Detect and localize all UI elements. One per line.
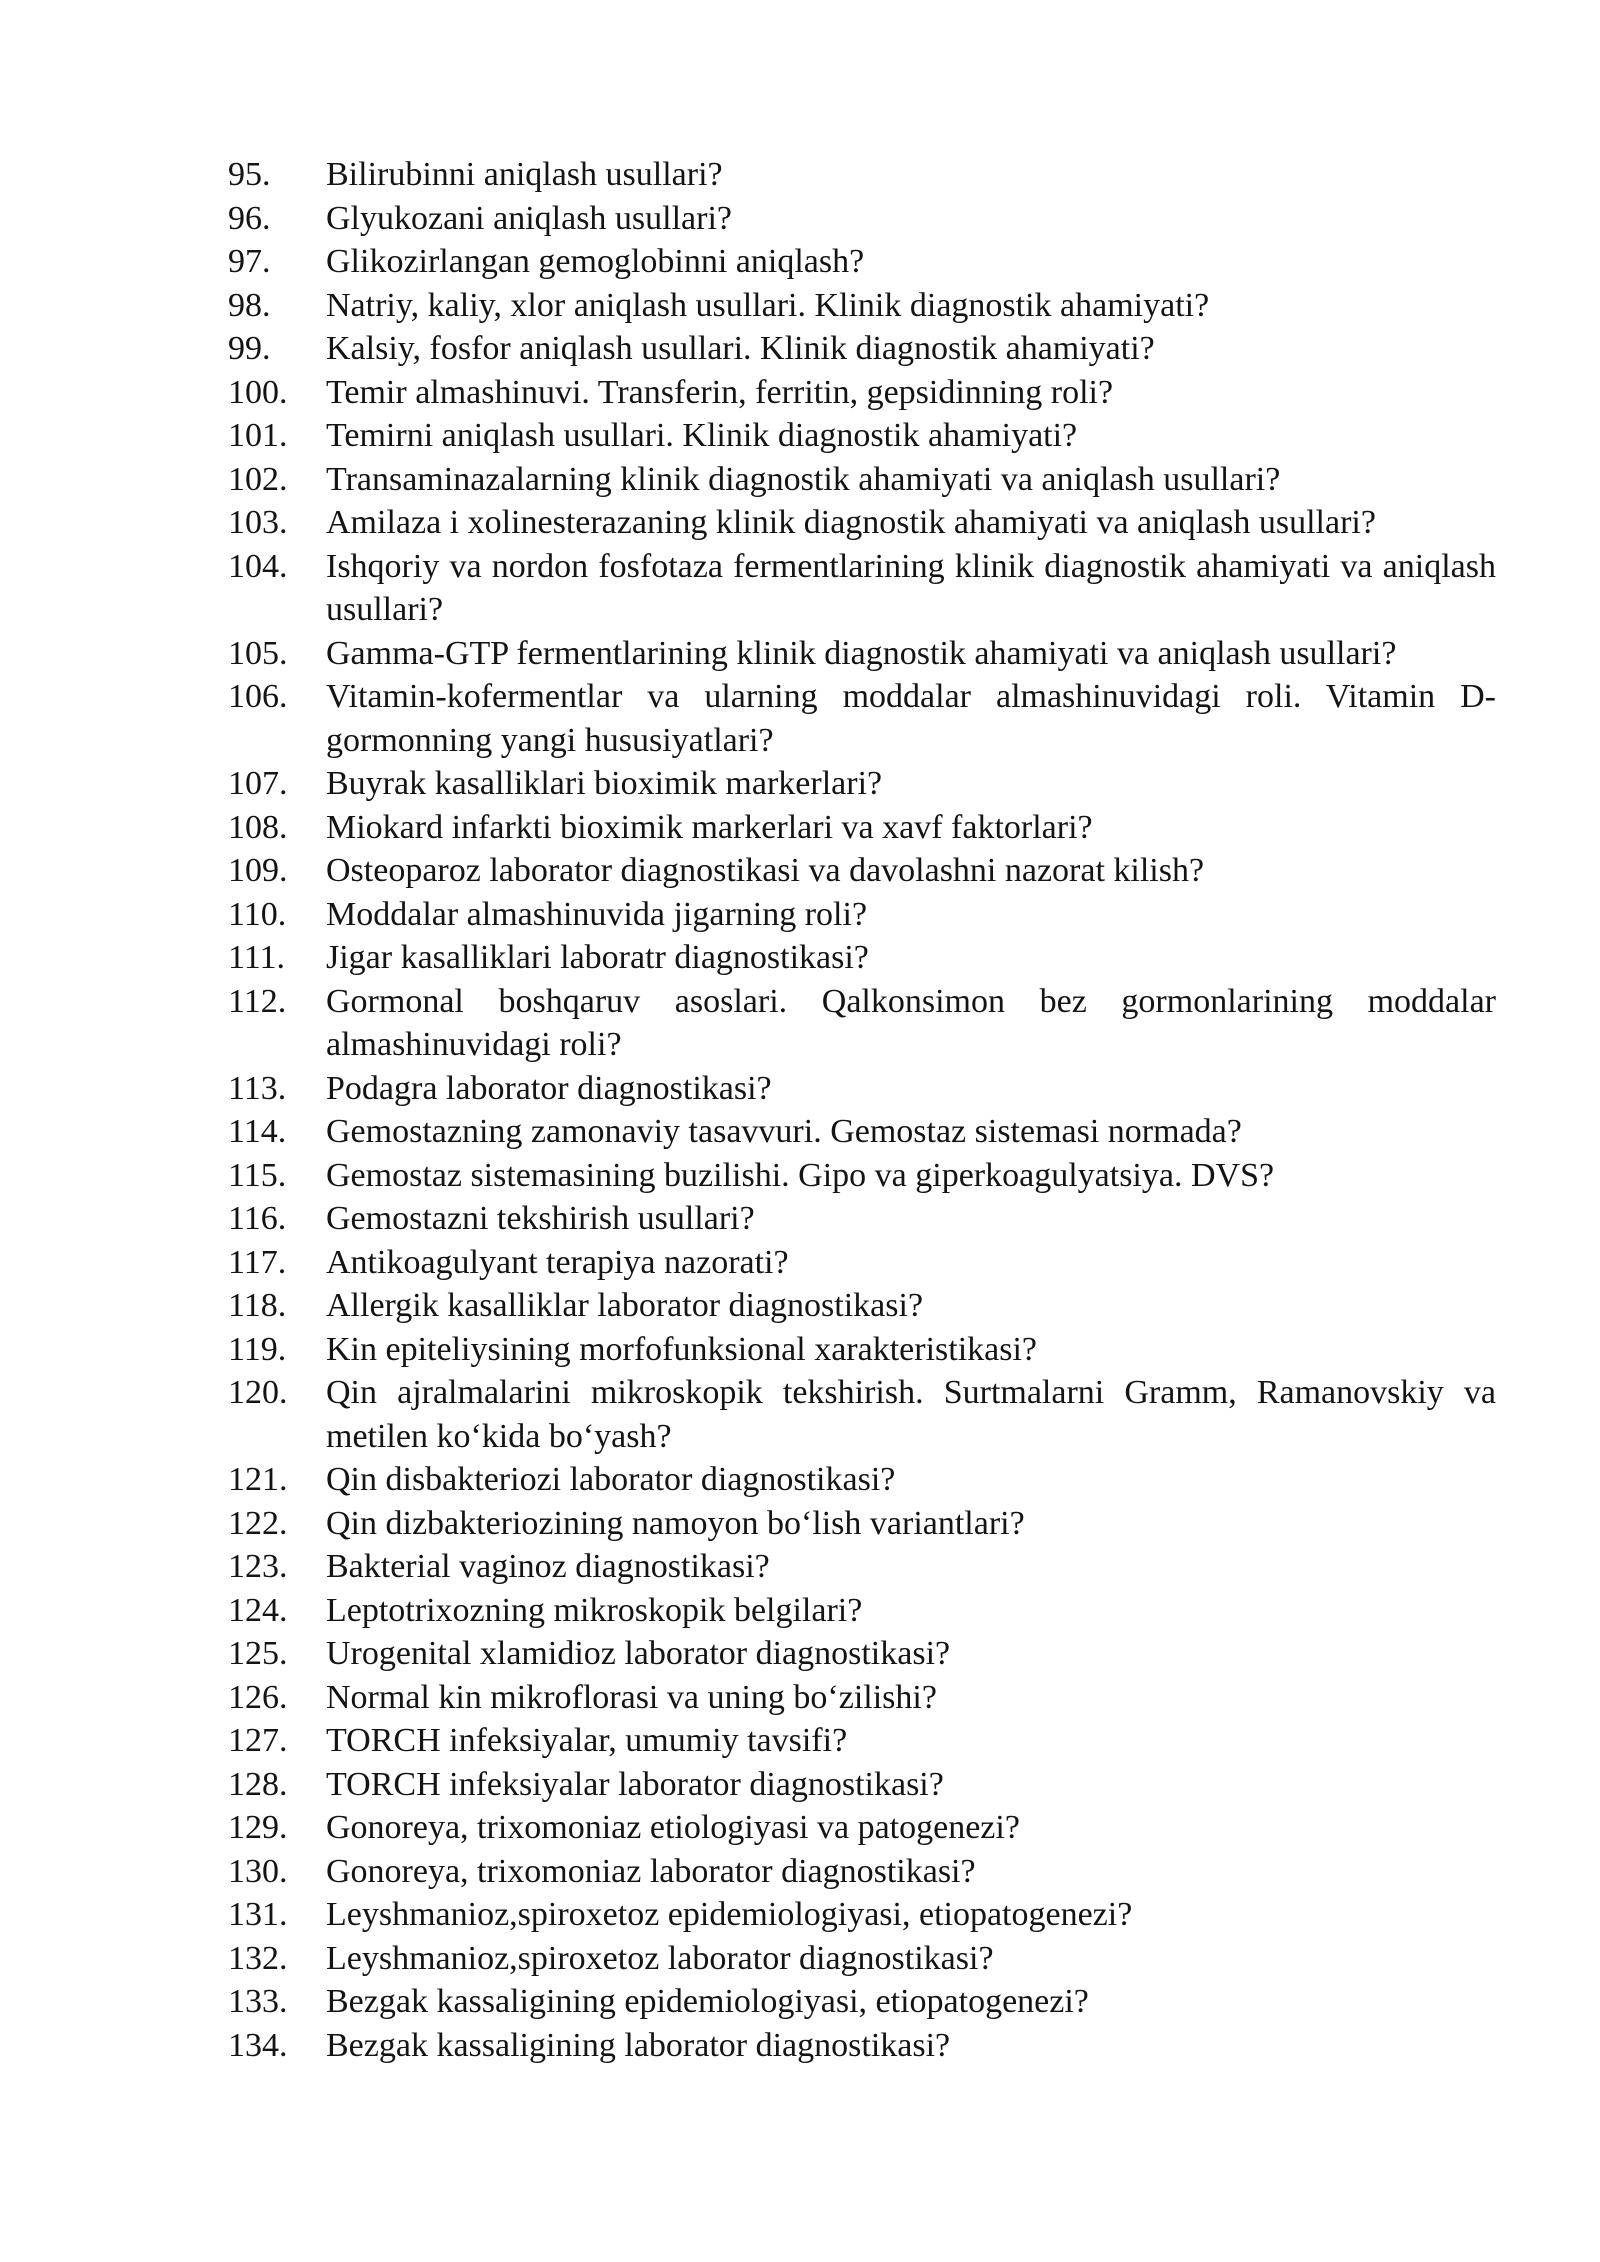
question-text: Amilaza i xolinesterazaning klinik diagnostik ahamiyati va aniqlash usullari?	[326, 504, 1376, 541]
question-number: 120.	[228, 1374, 288, 1411]
question-text: Temirni aniqlash usullari. Klinik diagnostik ahamiyati?	[326, 417, 1078, 454]
question-text: Gonoreya, trixomoniaz laborator diagnostikasi?	[326, 1852, 976, 1890]
question-text: Gonoreya, trixomoniaz etiologiyasi va patogenezi?	[326, 1809, 1020, 1846]
question-number: 124.	[228, 1591, 288, 1629]
question-text: Qin ajralmalarini mikroskopik tekshirish. Surtmalarni Gramm, Ramanovskiy va metilen ko‘kida bo‘yash?	[326, 1374, 1496, 1455]
question-item	[228, 980, 1496, 1067]
question-item	[228, 1545, 1496, 1589]
question-item	[228, 893, 1496, 937]
question-list	[228, 153, 1496, 2067]
question-item	[228, 1197, 1496, 1241]
question-number: 122.	[228, 1504, 288, 1542]
question-item	[228, 1110, 1496, 1154]
question-text: Bilirubinni aniqlash usullari?	[326, 156, 723, 193]
question-number: 117.	[228, 1243, 287, 1281]
question-number: 99.	[228, 330, 271, 367]
question-item	[228, 2024, 1496, 2068]
question-number: 133.	[228, 1983, 288, 2020]
question-text: Kin epiteliysining morfofunksional xarakteristikasi?	[326, 1330, 1038, 1368]
question-item	[228, 1458, 1496, 1502]
question-number: 132.	[228, 1939, 288, 1977]
question-number: 119.	[228, 1330, 287, 1368]
question-text: Jigar kasalliklari laboratr diagnostikasi?	[326, 939, 869, 976]
question-number: 97.	[228, 243, 271, 280]
question-text: Podagra laborator diagnostikasi?	[326, 1069, 772, 1107]
question-text: Bezgak kassaligining epidemiologiyasi, etiopatogenezi?	[326, 1983, 1089, 2020]
question-number: 112.	[228, 982, 287, 1020]
question-number: 107.	[228, 765, 288, 802]
question-text: Bakterial vaginoz diagnostikasi?	[326, 1548, 770, 1585]
question-number: 115.	[228, 1156, 287, 1194]
question-number: 134.	[228, 2026, 288, 2064]
question-text: Allergik kasalliklar laborator diagnostikasi?	[326, 1287, 924, 1324]
question-item	[228, 1284, 1496, 1328]
question-number: 131.	[228, 1896, 288, 1933]
question-text: Moddalar almashinuvida jigarning roli?	[326, 895, 868, 933]
question-number: 106.	[228, 678, 288, 715]
question-text: Qin dizbakteriozining namoyon bo‘lish variantlari?	[326, 1504, 1025, 1542]
question-text: Miokard infarkti bioximik markerlari va xavf faktorlari?	[326, 808, 1093, 846]
question-text: Gemostazni tekshirish usullari?	[326, 1200, 755, 1237]
question-number: 96.	[228, 199, 271, 237]
question-number: 111.	[228, 939, 285, 976]
question-item	[228, 762, 1496, 806]
question-number: 103.	[228, 504, 288, 541]
question-number: 121.	[228, 1461, 288, 1498]
question-item	[228, 849, 1496, 893]
question-text: Glikozirlangan gemoglobinni aniqlash?	[326, 243, 865, 280]
question-item	[228, 936, 1496, 980]
question-text: Temir almashinuvi. Transferin, ferritin, gepsidinning roli?	[326, 373, 1114, 411]
question-number: 105.	[228, 634, 288, 672]
question-text: Gormonal boshqaruv asoslari. Qalkonsimon bez gormonlarining moddalar almashinuvidagi roli?	[326, 982, 1496, 1063]
question-item	[228, 1154, 1496, 1198]
question-number: 104.	[228, 547, 288, 585]
question-text: Leyshmanioz,spiroxetoz laborator diagnostikasi?	[326, 1939, 994, 1977]
question-item	[228, 197, 1496, 241]
question-text: TORCH infeksiyalar, umumiy tavsifi?	[326, 1722, 848, 1759]
question-text: Normal kin mikroflorasi va uning bo‘zilishi?	[326, 1678, 937, 1716]
question-item	[228, 414, 1496, 458]
question-number: 128.	[228, 1765, 288, 1803]
question-text: Ishqoriy va nordon fosfotaza fermentlarining klinik diagnostik ahamiyati va aniqlash usullari?	[326, 547, 1496, 628]
question-text: Qin disbakteriozi laborator diagnostikasi?	[326, 1461, 896, 1498]
question-number: 126.	[228, 1678, 288, 1716]
question-text: TORCH infeksiyalar laborator diagnostikasi?	[326, 1765, 944, 1803]
question-item	[228, 371, 1496, 415]
question-item	[228, 1371, 1496, 1458]
question-text: Osteoparoz laborator diagnostikasi va davolashni nazorat kilish?	[326, 852, 1205, 889]
question-number: 116.	[228, 1200, 287, 1237]
question-item	[228, 806, 1496, 850]
question-text: Transaminazalarning klinik diagnostik ahamiyati va aniqlash usullari?	[326, 460, 1281, 498]
question-text: Gamma-GTP fermentlarining klinik diagnostik ahamiyati va aniqlash usullari?	[326, 634, 1397, 672]
question-item	[228, 675, 1496, 762]
question-number: 118.	[228, 1287, 287, 1324]
question-item	[228, 1067, 1496, 1111]
question-item	[228, 1676, 1496, 1720]
question-item	[228, 1328, 1496, 1372]
question-number: 127.	[228, 1722, 288, 1759]
question-number: 110.	[228, 895, 287, 933]
question-item	[228, 1806, 1496, 1850]
question-number: 114.	[228, 1113, 287, 1150]
question-number: 125.	[228, 1635, 288, 1672]
question-text: Leptotrixozning mikroskopik belgilari?	[326, 1591, 863, 1629]
question-number: 102.	[228, 460, 288, 498]
question-text: Leyshmanioz,spiroxetoz epidemiologiyasi, etiopatogenezi?	[326, 1896, 1133, 1933]
question-number: 98.	[228, 286, 271, 324]
question-item	[228, 1719, 1496, 1763]
question-item	[228, 1980, 1496, 2024]
question-text: Kalsiy, fosfor aniqlash usullari. Klinik diagnostik ahamiyati?	[326, 330, 1155, 367]
question-number: 101.	[228, 417, 288, 454]
question-item	[228, 1763, 1496, 1807]
question-item	[228, 153, 1496, 197]
question-text: Natriy, kaliy, xlor aniqlash usullari. Klinik diagnostik ahamiyati?	[326, 286, 1210, 324]
question-text: Urogenital xlamidioz laborator diagnostikasi?	[326, 1635, 951, 1672]
question-number: 100.	[228, 373, 288, 411]
question-text: Antikoagulyant terapiya nazorati?	[326, 1243, 789, 1281]
question-item	[228, 1893, 1496, 1937]
question-item	[228, 1937, 1496, 1981]
question-text: Buyrak kasalliklari bioximik markerlari?	[326, 765, 883, 802]
question-number: 95.	[228, 156, 271, 193]
question-item	[228, 545, 1496, 632]
question-item	[228, 1850, 1496, 1894]
question-number: 123.	[228, 1548, 288, 1585]
question-text: Glyukozani aniqlash usullari?	[326, 199, 733, 237]
question-text: Vitamin-kofermentlar va ularning moddalar almashinuvidagi roli. Vitamin D-gormonning yangi hususiyatlari?	[326, 678, 1496, 759]
question-number: 129.	[228, 1809, 288, 1846]
question-item	[228, 501, 1496, 545]
question-item	[228, 632, 1496, 676]
question-item	[228, 1632, 1496, 1676]
question-item	[228, 1502, 1496, 1546]
question-item	[228, 1241, 1496, 1285]
question-item	[228, 1589, 1496, 1633]
question-number: 130.	[228, 1852, 288, 1890]
question-text: Gemostazning zamonaviy tasavvuri. Gemostaz sistemasi normada?	[326, 1113, 1242, 1150]
question-item	[228, 240, 1496, 284]
question-number: 113.	[228, 1069, 287, 1107]
question-number: 109.	[228, 852, 288, 889]
question-text: Bezgak kassaligining laborator diagnostikasi?	[326, 2026, 951, 2064]
question-number: 108.	[228, 808, 288, 846]
question-text: Gemostaz sistemasining buzilishi. Gipo va giperkoagulyatsiya. DVS?	[326, 1156, 1275, 1194]
question-item	[228, 284, 1496, 328]
question-item	[228, 458, 1496, 502]
question-item	[228, 327, 1496, 371]
